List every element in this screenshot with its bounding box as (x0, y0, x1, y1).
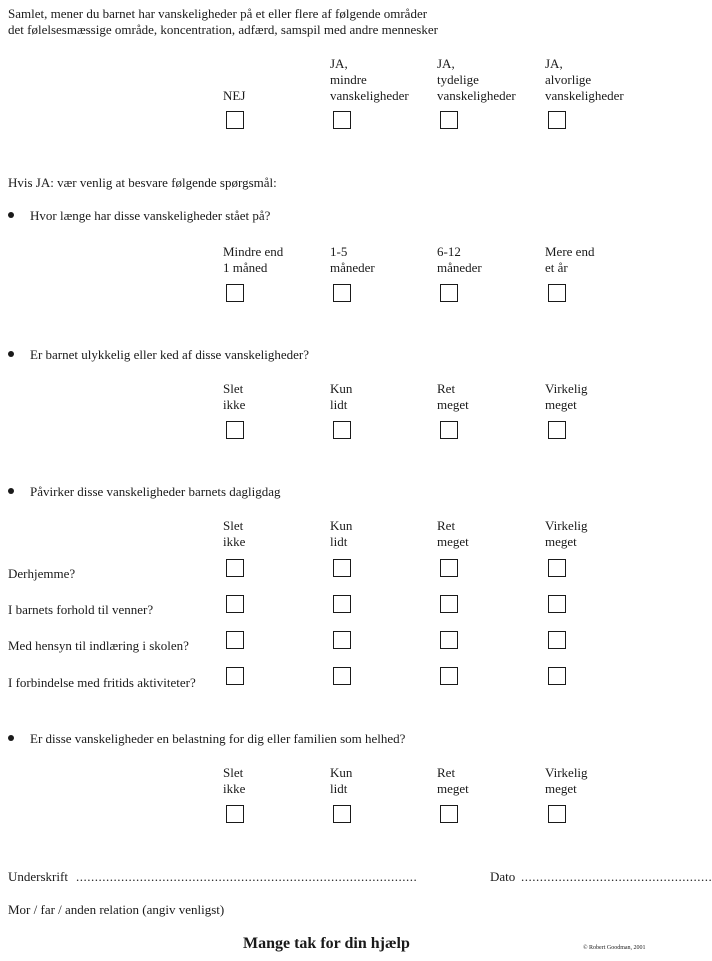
q4-question: Påvirker disse vanskeligheder barnets dagligdag (30, 484, 281, 499)
q4-option-3: Ret meget (437, 518, 469, 549)
q3-option-4: Virkelig meget (545, 381, 588, 412)
q1-option-nej: NEJ (223, 88, 246, 103)
q1-checkbox-nej[interactable] (226, 111, 244, 129)
q4-school-checkbox-2[interactable] (333, 631, 351, 649)
q4-school-checkbox-1[interactable] (226, 631, 244, 649)
intro-line-2: det følelsesmæssige område, koncentration, adfærd, samspil med andre mennesker (8, 22, 438, 37)
q4-school-checkbox-3[interactable] (440, 631, 458, 649)
q2-checkbox-2[interactable] (333, 284, 351, 302)
intro-line-1: Samlet, mener du barnet har vanskeligheder på et eller flere af følgende områder (8, 6, 428, 21)
q2-question: Hvor længe har disse vanskeligheder stået på? (30, 208, 271, 223)
copyright-notice: © Robert Goodman, 2001 (583, 945, 646, 951)
q1-option-tydelige: JA, tydelige vanskeligheder (437, 56, 516, 103)
date-label: Dato (490, 869, 516, 884)
signature-label: Underskrift (8, 869, 68, 884)
q5-option-2: Kun lidt (330, 765, 353, 796)
q4-friends-checkbox-2[interactable] (333, 595, 351, 613)
q5-checkbox-3[interactable] (440, 805, 458, 823)
q4-home-checkbox-1[interactable] (226, 559, 244, 577)
q3-option-2: Kun lidt (330, 381, 353, 412)
signature-field[interactable]: ........................................................................................... (76, 869, 418, 884)
q4-leisure-checkbox-1[interactable] (226, 667, 244, 685)
q4-option-4: Virkelig meget (545, 518, 588, 549)
q2-option-3: 6-12 måneder (437, 244, 482, 275)
q2-option-2: 1-5 måneder (330, 244, 375, 275)
q5-question: Er disse vanskeligheder en belastning for dig eller familien som helhed? (30, 731, 406, 746)
q4-row-label-leisure: I forbindelse med fritids aktiviteter? (8, 675, 196, 690)
if-yes-instruction: Hvis JA: vær venlig at besvare følgende spørgsmål: (8, 175, 277, 190)
q4-row-label-friends: I barnets forhold til venner? (8, 602, 154, 617)
q4-leisure-checkbox-2[interactable] (333, 667, 351, 685)
relation-label: Mor / far / anden relation (angiv venligst) (8, 902, 225, 917)
bullet-icon (8, 212, 14, 218)
q4-row-label-home: Derhjemme? (8, 566, 76, 581)
q3-checkbox-3[interactable] (440, 421, 458, 439)
q5-checkbox-4[interactable] (548, 805, 566, 823)
q4-home-checkbox-2[interactable] (333, 559, 351, 577)
q2-checkbox-4[interactable] (548, 284, 566, 302)
q4-friends-checkbox-4[interactable] (548, 595, 566, 613)
q3-checkbox-1[interactable] (226, 421, 244, 439)
q1-checkbox-tydelige[interactable] (440, 111, 458, 129)
q2-checkbox-1[interactable] (226, 284, 244, 302)
q3-option-3: Ret meget (437, 381, 469, 412)
q4-row-label-school: Med hensyn til indlæring i skolen? (8, 638, 189, 653)
q1-checkbox-alvorlige[interactable] (548, 111, 566, 129)
q4-option-1: Slet ikke (223, 518, 246, 549)
q4-friends-checkbox-1[interactable] (226, 595, 244, 613)
q5-checkbox-2[interactable] (333, 805, 351, 823)
q4-friends-checkbox-3[interactable] (440, 595, 458, 613)
q2-checkbox-3[interactable] (440, 284, 458, 302)
q1-checkbox-mindre[interactable] (333, 111, 351, 129)
intro-text (8, 6, 608, 38)
thanks-heading: Mange tak for din hjælp (243, 935, 410, 952)
bullet-icon (8, 488, 14, 494)
q4-leisure-checkbox-4[interactable] (548, 667, 566, 685)
q4-option-2: Kun lidt (330, 518, 353, 549)
q1-option-mindre: JA, mindre vanskeligheder (330, 56, 409, 103)
bullet-icon (8, 735, 14, 741)
q4-leisure-checkbox-3[interactable] (440, 667, 458, 685)
q3-checkbox-4[interactable] (548, 421, 566, 439)
q4-home-checkbox-3[interactable] (440, 559, 458, 577)
q4-school-checkbox-4[interactable] (548, 631, 566, 649)
bullet-icon (8, 351, 14, 357)
q5-option-1: Slet ikke (223, 765, 246, 796)
q5-checkbox-1[interactable] (226, 805, 244, 823)
q3-question: Er barnet ulykkelig eller ked af disse vanskeligheder? (30, 347, 310, 362)
date-field[interactable]: ................................................... (521, 869, 712, 884)
q4-home-checkbox-4[interactable] (548, 559, 566, 577)
q3-checkbox-2[interactable] (333, 421, 351, 439)
q3-option-1: Slet ikke (223, 381, 246, 412)
q2-option-1: Mindre end 1 måned (223, 244, 284, 275)
q2-option-4: Mere end et år (545, 244, 595, 275)
q5-option-3: Ret meget (437, 765, 469, 796)
q1-option-alvorlige: JA, alvorlige vanskeligheder (545, 56, 624, 103)
q5-option-4: Virkelig meget (545, 765, 588, 796)
